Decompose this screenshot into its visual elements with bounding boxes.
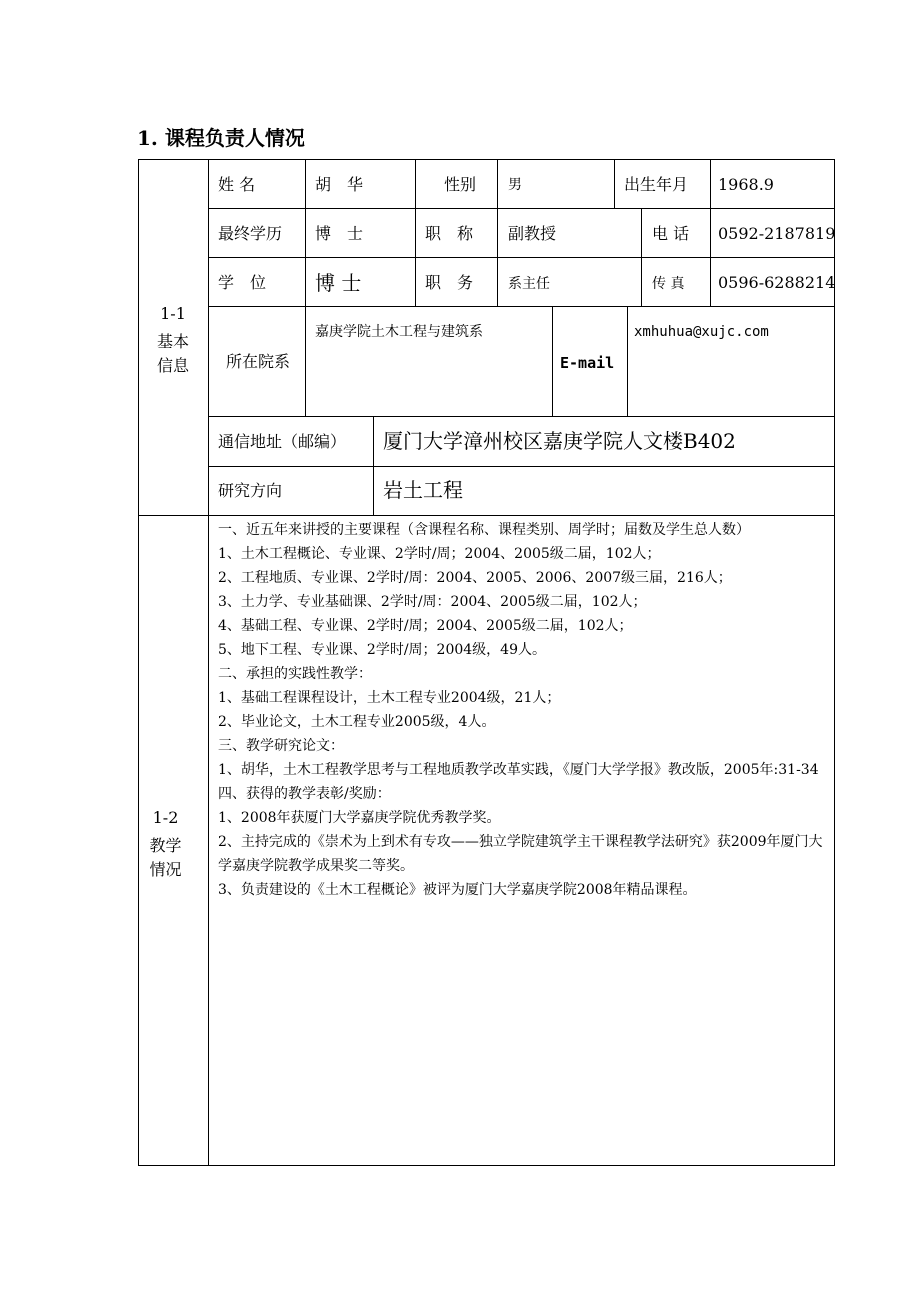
address-label: 通信地址（邮编） bbox=[218, 432, 347, 451]
education-value: 博 士 bbox=[315, 224, 364, 243]
teaching-line: 2、工程地质、专业课、2学时/周：2004、2005、2006、2007级三届，216人； bbox=[218, 570, 732, 586]
table-border-bottom bbox=[138, 1165, 835, 1166]
cell-divider bbox=[614, 159, 615, 209]
section-name-line1: 教学 bbox=[149, 836, 182, 855]
table-border-top bbox=[138, 159, 835, 160]
section-number: 1-2 bbox=[152, 808, 179, 827]
row-divider bbox=[208, 416, 835, 417]
research-label: 研究方向 bbox=[218, 481, 283, 500]
phone-label: 电 话 bbox=[652, 224, 690, 243]
teaching-line: 1、土木工程概论、专业课、2学时/周；2004、2005级二届，102人； bbox=[218, 546, 661, 562]
department-value: 嘉庚学院土木工程与建筑系 bbox=[315, 324, 483, 340]
birth-value: 1968.9 bbox=[718, 175, 774, 194]
cell-divider bbox=[641, 208, 642, 307]
teaching-line: 1、基础工程课程设计，土木工程专业2004级，21人； bbox=[218, 690, 561, 706]
row-divider bbox=[208, 208, 835, 209]
birth-label: 出生年月 bbox=[624, 175, 689, 194]
teaching-line: 1、2008年获厦门大学嘉庚学院优秀教学奖。 bbox=[218, 810, 501, 826]
gender-value: 男 bbox=[508, 177, 522, 193]
degree-label: 学 位 bbox=[218, 273, 267, 292]
address-value: 厦门大学漳州校区嘉庚学院人文楼B402 bbox=[383, 429, 736, 453]
teaching-line: 2、主持完成的《崇术为上到术有专攻——独立学院建筑学主干课程教学法研究》获2009年厦门大学嘉庚学院教学成果奖二等奖。 bbox=[218, 834, 823, 874]
name-value: 胡 华 bbox=[315, 175, 364, 194]
department-label: 所在院系 bbox=[226, 352, 291, 371]
cell-divider bbox=[552, 306, 553, 417]
row-divider bbox=[208, 306, 835, 307]
section-divider bbox=[138, 515, 835, 516]
education-label: 最终学历 bbox=[218, 224, 283, 243]
degree-value: 博 士 bbox=[315, 271, 362, 295]
cell-divider bbox=[305, 306, 306, 417]
section-name-line1: 基本 bbox=[156, 332, 189, 351]
teaching-line: 二、承担的实践性教学： bbox=[218, 666, 372, 682]
teaching-line: 1、胡华，土木工程教学思考与工程地质教学改革实践，《厦门大学学报》教改版，2005年:31-34 bbox=[218, 762, 819, 778]
teaching-content bbox=[218, 518, 830, 902]
fax-label: 传 真 bbox=[652, 276, 685, 292]
section-number: 1-1 bbox=[160, 304, 186, 323]
section-basic-label bbox=[138, 302, 208, 378]
teaching-line: 2、毕业论文，土木工程专业2005级，4人。 bbox=[218, 714, 496, 730]
phone-value: 0592-2187819 bbox=[718, 224, 836, 243]
cell-divider bbox=[305, 159, 306, 307]
research-value: 岩土工程 bbox=[383, 478, 463, 502]
table-border-right bbox=[834, 159, 835, 1166]
fax-value: 0596-6288214 bbox=[718, 273, 836, 292]
section-name-line2: 情况 bbox=[149, 860, 182, 879]
page-title: 1. 课程负责人情况 bbox=[137, 126, 305, 150]
teaching-line: 四、获得的教学表彰/奖励： bbox=[218, 786, 391, 802]
cell-divider bbox=[710, 159, 711, 307]
teaching-line: 5、地下工程、专业课、2学时/周；2004级，49人。 bbox=[218, 642, 546, 658]
teaching-line: 3、负责建设的《土木工程概论》被评为厦门大学嘉庚学院2008年精品课程。 bbox=[218, 882, 697, 898]
row-divider bbox=[208, 257, 835, 258]
cell-divider bbox=[415, 159, 416, 307]
section-column-divider bbox=[208, 159, 209, 1166]
section-teaching-label bbox=[138, 806, 193, 882]
post-label: 职 务 bbox=[425, 273, 474, 292]
cell-divider bbox=[627, 306, 628, 417]
cell-divider bbox=[373, 416, 374, 516]
email-label: E-mail bbox=[560, 354, 615, 372]
teaching-line: 3、土力学、专业基础课、2学时/周：2004、2005级二届，102人； bbox=[218, 594, 647, 610]
teaching-line: 三、教学研究论文： bbox=[218, 738, 344, 754]
post-value: 系主任 bbox=[508, 276, 550, 292]
row-divider bbox=[208, 466, 835, 467]
professional-title-value: 副教授 bbox=[508, 224, 557, 243]
email-value: xmhuhua@xujc.com bbox=[634, 324, 769, 340]
professional-title-label: 职 称 bbox=[425, 224, 474, 243]
section-name-line2: 信息 bbox=[156, 356, 189, 375]
teaching-line: 一、近五年来讲授的主要课程（含课程名称、课程类别、周学时；届数及学生总人数） bbox=[218, 522, 750, 538]
name-label: 姓 名 bbox=[218, 175, 256, 194]
gender-label: 性别 bbox=[444, 175, 477, 194]
teaching-line: 4、基础工程、专业课、2学时/周；2004、2005级二届，102人； bbox=[218, 618, 633, 634]
cell-divider bbox=[497, 159, 498, 307]
